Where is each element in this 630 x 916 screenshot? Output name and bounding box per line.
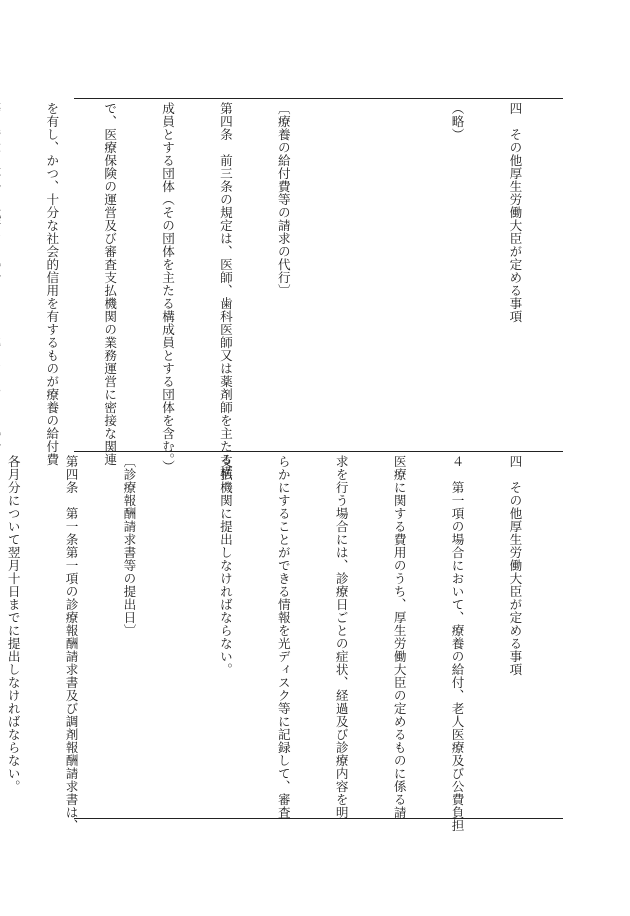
text-line: （略） — [449, 102, 465, 141]
new-text-body — [0, 455, 563, 832]
text-line: 第四条 前三条の規定は、医師、歯科医師又は薬剤師を主たる構 — [217, 102, 233, 479]
text-line: 四 その他厚生労働大臣が定める事項 — [507, 102, 523, 323]
text-line: 四 その他厚生労働大臣が定める事項 — [507, 455, 523, 676]
text-line: 医療に関する費用のうち、厚生労働大臣の定めるものに係る請 — [391, 455, 407, 819]
top-divider — [74, 98, 563, 99]
section-heading: 〔診療報酬請求書等の提出日〕 — [121, 455, 137, 637]
text-line: を有し、かつ、十分な社会的信用を有するものが療養の給付費 — [44, 102, 60, 466]
new-text-column — [5, 455, 563, 832]
old-text-column — [44, 102, 563, 479]
text-line: 支払機関に提出しなければならない。 — [217, 455, 233, 676]
text-line: 求を行う場合には、診療日ごとの症状、経過及び診療内容を明 — [333, 455, 349, 819]
text-line: ４ 第一項の場合において、療養の給付、老人医療及び公費負担 — [449, 455, 465, 832]
text-line: 成員とする団体（その団体を主たる構成員とする団体を含む。） — [160, 102, 176, 473]
text-line: 各月分について翌月十日までに提出しなければならない。 — [5, 455, 21, 793]
text-line: 第四条 第一条第一項の診療報酬請求書及び調剤報酬請求書は、 — [63, 455, 79, 832]
section-heading: 〔療養の給付費等の請求の代行〕 — [275, 102, 291, 297]
text-line: で、医療保険の運営及び審査支払機関の業務運営に密接な関連 — [102, 102, 118, 466]
text-line: らかにすることができる情報を光ディスク等に記録して、審査 — [275, 455, 291, 819]
old-text-body — [0, 102, 563, 479]
text-line — [0, 102, 3, 479]
